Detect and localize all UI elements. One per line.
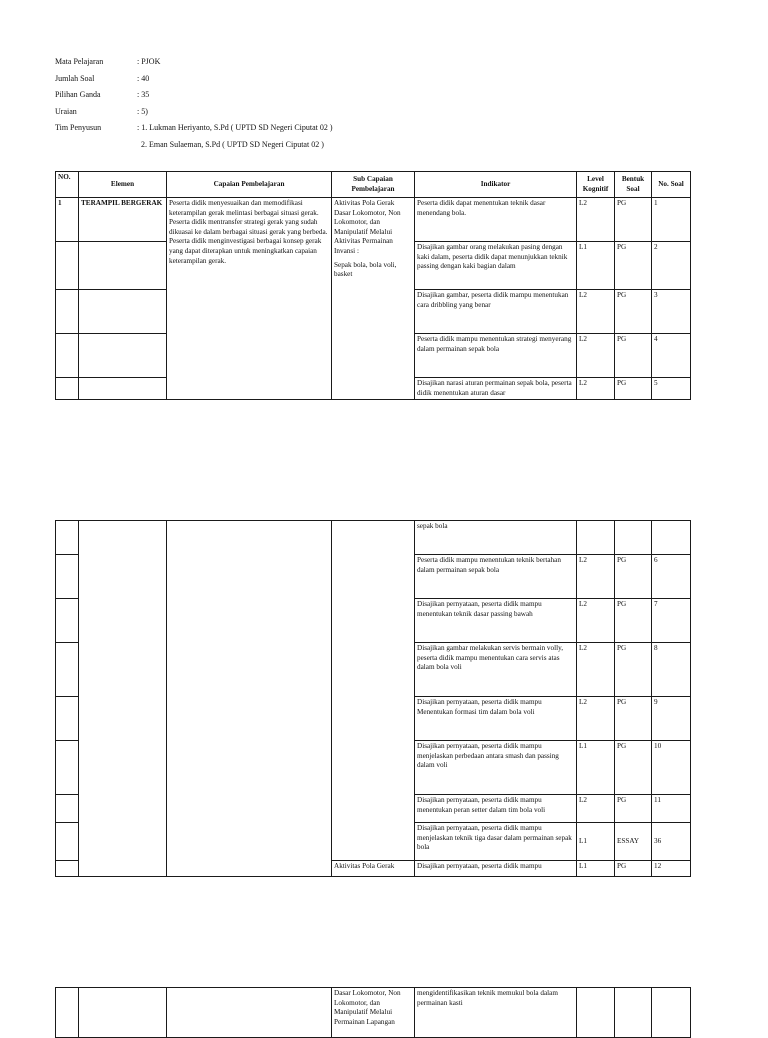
cell-indikator: Disajikan pernyataan, peserta didik mampu menjelaskan teknik tiga dasar dalam permainan sepak bola bbox=[415, 823, 577, 861]
cell-indikator: Disajikan pernyataan, peserta didik mampu menjelaskan perbedaan antara smash dan passing dalam voli bbox=[415, 741, 577, 795]
cell-no-soal: 11 bbox=[652, 795, 691, 823]
cell-elemen bbox=[79, 334, 167, 378]
cell-no-soal: 6 bbox=[652, 555, 691, 599]
cell-indikator: Disajikan gambar orang melakukan pasing dengan kaki dalam, peserta didik dapat menunjukkan teknik passing dengan kaki bagian dalam bbox=[415, 242, 577, 290]
header-bentuk: Bentuk Soal bbox=[615, 172, 652, 198]
document-header bbox=[55, 54, 333, 153]
cell-elemen bbox=[79, 242, 167, 290]
meta-row-question-count: Jumlah Soal : 40 bbox=[55, 73, 150, 83]
cell-bentuk: PG bbox=[615, 599, 652, 643]
cell-bentuk: PG bbox=[615, 741, 652, 795]
cell-no bbox=[56, 643, 79, 697]
cell-no bbox=[56, 988, 79, 1038]
cell-level: L2 bbox=[577, 555, 615, 599]
cell-level: L2 bbox=[577, 795, 615, 823]
cell-level: L2 bbox=[577, 378, 615, 400]
cell-bentuk bbox=[615, 988, 652, 1038]
meta-row-multiple-choice: Pilihan Ganda : 35 bbox=[55, 90, 150, 99]
cell-bentuk: PG bbox=[615, 697, 652, 741]
cell-no-soal: 1 bbox=[652, 198, 691, 242]
cell-bentuk: PG bbox=[615, 198, 652, 242]
cell-sub-capaian: Dasar Lokomotor, Non Lokomotor, dan Manipulatif Melalui Permainan Lapangan bbox=[332, 988, 415, 1038]
table-row bbox=[56, 521, 691, 555]
cell-no-soal: 3 bbox=[652, 290, 691, 334]
cell-indikator: sepak bola bbox=[415, 521, 577, 555]
cell-bentuk bbox=[615, 521, 652, 555]
cell-indikator: Disajikan gambar, peserta didik mampu menentukan cara dribbling yang benar bbox=[415, 290, 577, 334]
cell-level: L2 bbox=[577, 198, 615, 242]
cell-no bbox=[56, 861, 79, 877]
header-capaian: Capaian Pembelajaran bbox=[167, 172, 332, 198]
cell-indikator: Disajikan pernyataan, peserta didik mampu menentukan peran setter dalam tim bola voli bbox=[415, 795, 577, 823]
cell-no bbox=[56, 290, 79, 334]
cell-elemen bbox=[79, 378, 167, 400]
header-no-soal: No. Soal bbox=[652, 172, 691, 198]
cell-no-soal: 8 bbox=[652, 643, 691, 697]
cell-sub-capaian bbox=[332, 521, 415, 861]
cell-level: L1 bbox=[577, 861, 615, 877]
table-row bbox=[56, 988, 691, 1038]
cell-no-soal: 9 bbox=[652, 697, 691, 741]
cell-sub-capaian bbox=[332, 198, 415, 400]
header-elemen: Elemen bbox=[79, 172, 167, 198]
meta-row-essay: Uraian : 5) bbox=[55, 106, 148, 116]
cell-no bbox=[56, 242, 79, 290]
cell-level bbox=[577, 988, 615, 1038]
cell-no: 1 bbox=[56, 198, 79, 242]
cell-no bbox=[56, 795, 79, 823]
cell-no-soal: 12 bbox=[652, 861, 691, 877]
cell-capaian bbox=[167, 988, 332, 1038]
kisi-kisi-table-page-2 bbox=[55, 520, 691, 877]
cell-level: L1 bbox=[577, 242, 615, 290]
meta-row-authors-2: 2. Eman Sulaeman, S.Pd ( UPTD SD Negeri Ciputat 02 ) bbox=[141, 139, 324, 149]
cell-no bbox=[56, 599, 79, 643]
header-no: NO. bbox=[56, 172, 79, 198]
cell-no bbox=[56, 741, 79, 795]
cell-level: L2 bbox=[577, 643, 615, 697]
cell-bentuk: ESSAY bbox=[615, 823, 652, 861]
cell-capaian bbox=[167, 521, 332, 877]
cell-indikator: Disajikan pernyataan, peserta didik mampu menentukan teknik dasar passing bawah bbox=[415, 599, 577, 643]
cell-no-soal bbox=[652, 988, 691, 1038]
cell-no-soal bbox=[652, 521, 691, 555]
table-header-row bbox=[56, 172, 691, 198]
cell-capaian: Peserta didik menyesuaikan dan memodifikasi keterampilan gerak melintasi berbagai situasi gerak. Peserta didik mentransfer strategi gerak yang sudah dikuasai ke dalam berbagai situasi gerak yang berbeda. Peserta didik menginvestigasi berbagai konsep gerak yang dapat diterapkan untuk meningkatkan capaian keterampilan gerak. bbox=[167, 198, 332, 400]
kisi-kisi-table-page-3 bbox=[55, 987, 691, 1038]
cell-indikator: Peserta didik dapat menentukan teknik dasar menendang bola. bbox=[415, 198, 577, 242]
table-row bbox=[56, 198, 691, 242]
cell-no bbox=[56, 697, 79, 741]
kisi-kisi-table-page-1 bbox=[55, 171, 691, 400]
cell-bentuk: PG bbox=[615, 290, 652, 334]
cell-bentuk: PG bbox=[615, 643, 652, 697]
cell-indikator: Disajikan pernyataan, peserta didik mampu Menentukan formasi tim dalam bola voli bbox=[415, 697, 577, 741]
cell-elemen: TERAMPIL BERGERAK bbox=[79, 198, 167, 242]
cell-bentuk: PG bbox=[615, 242, 652, 290]
cell-no bbox=[56, 334, 79, 378]
cell-level: L2 bbox=[577, 599, 615, 643]
cell-indikator: Peserta didik mampu menentukan strategi menyerang dalam permainan sepak bola bbox=[415, 334, 577, 378]
cell-no-soal: 7 bbox=[652, 599, 691, 643]
cell-no-soal: 10 bbox=[652, 741, 691, 795]
cell-level: L2 bbox=[577, 334, 615, 378]
cell-no bbox=[56, 521, 79, 555]
cell-elemen bbox=[79, 521, 167, 877]
cell-sub-capaian: Aktivitas Pola Gerak bbox=[332, 861, 415, 877]
header-sub-capaian: Sub Capaian Pembelajaran bbox=[332, 172, 415, 198]
cell-elemen bbox=[79, 290, 167, 334]
cell-level: L1 bbox=[577, 823, 615, 861]
cell-level: L1 bbox=[577, 741, 615, 795]
cell-indikator: Peserta didik mampu menentukan teknik bertahan dalam permainan sepak bola bbox=[415, 555, 577, 599]
cell-bentuk: PG bbox=[615, 795, 652, 823]
cell-level bbox=[577, 521, 615, 555]
meta-row-authors: Tim Penyusun : 1. Lukman Heriyanto, S.Pd ( UPTD SD Negeri Ciputat 02 ) bbox=[55, 123, 333, 132]
cell-indikator: mengidentifikasikan teknik memukul bola dalam permainan kasti bbox=[415, 988, 577, 1038]
cell-level: L2 bbox=[577, 290, 615, 334]
cell-indikator: Disajikan gambar melakukan servis bermain volly, peserta didik mampu menentukan cara servis atas dalam bola voli bbox=[415, 643, 577, 697]
cell-level: L2 bbox=[577, 697, 615, 741]
cell-elemen bbox=[79, 988, 167, 1038]
cell-bentuk: PG bbox=[615, 555, 652, 599]
cell-indikator: Disajikan pernyataan, peserta didik mampu bbox=[415, 861, 577, 877]
cell-indikator: Disajikan narasi aturan permainan sepak bola, peserta didik menentukan aturan dasar bbox=[415, 378, 577, 400]
header-level: Level Kognitif bbox=[577, 172, 615, 198]
cell-bentuk: PG bbox=[615, 378, 652, 400]
cell-bentuk: PG bbox=[615, 861, 652, 877]
cell-no-soal: 5 bbox=[652, 378, 691, 400]
header-indikator: Indikator bbox=[415, 172, 577, 198]
cell-no-soal: 2 bbox=[652, 242, 691, 290]
cell-no bbox=[56, 555, 79, 599]
cell-no-soal: 36 bbox=[652, 823, 691, 861]
sub-capaian-sports: Sepak bola, bola voli, basket bbox=[334, 260, 397, 279]
cell-no bbox=[56, 378, 79, 400]
sub-capaian-text: Aktivitas Pola Gerak Dasar Lokomotor, Non Lokomotor, dan Manipulatif Melalui Aktivitas Permainan Invansi : bbox=[334, 199, 401, 255]
cell-bentuk: PG bbox=[615, 334, 652, 378]
cell-no bbox=[56, 823, 79, 861]
cell-no-soal: 4 bbox=[652, 334, 691, 378]
meta-row-subject: Mata Pelajaran : PJOK bbox=[55, 57, 161, 66]
